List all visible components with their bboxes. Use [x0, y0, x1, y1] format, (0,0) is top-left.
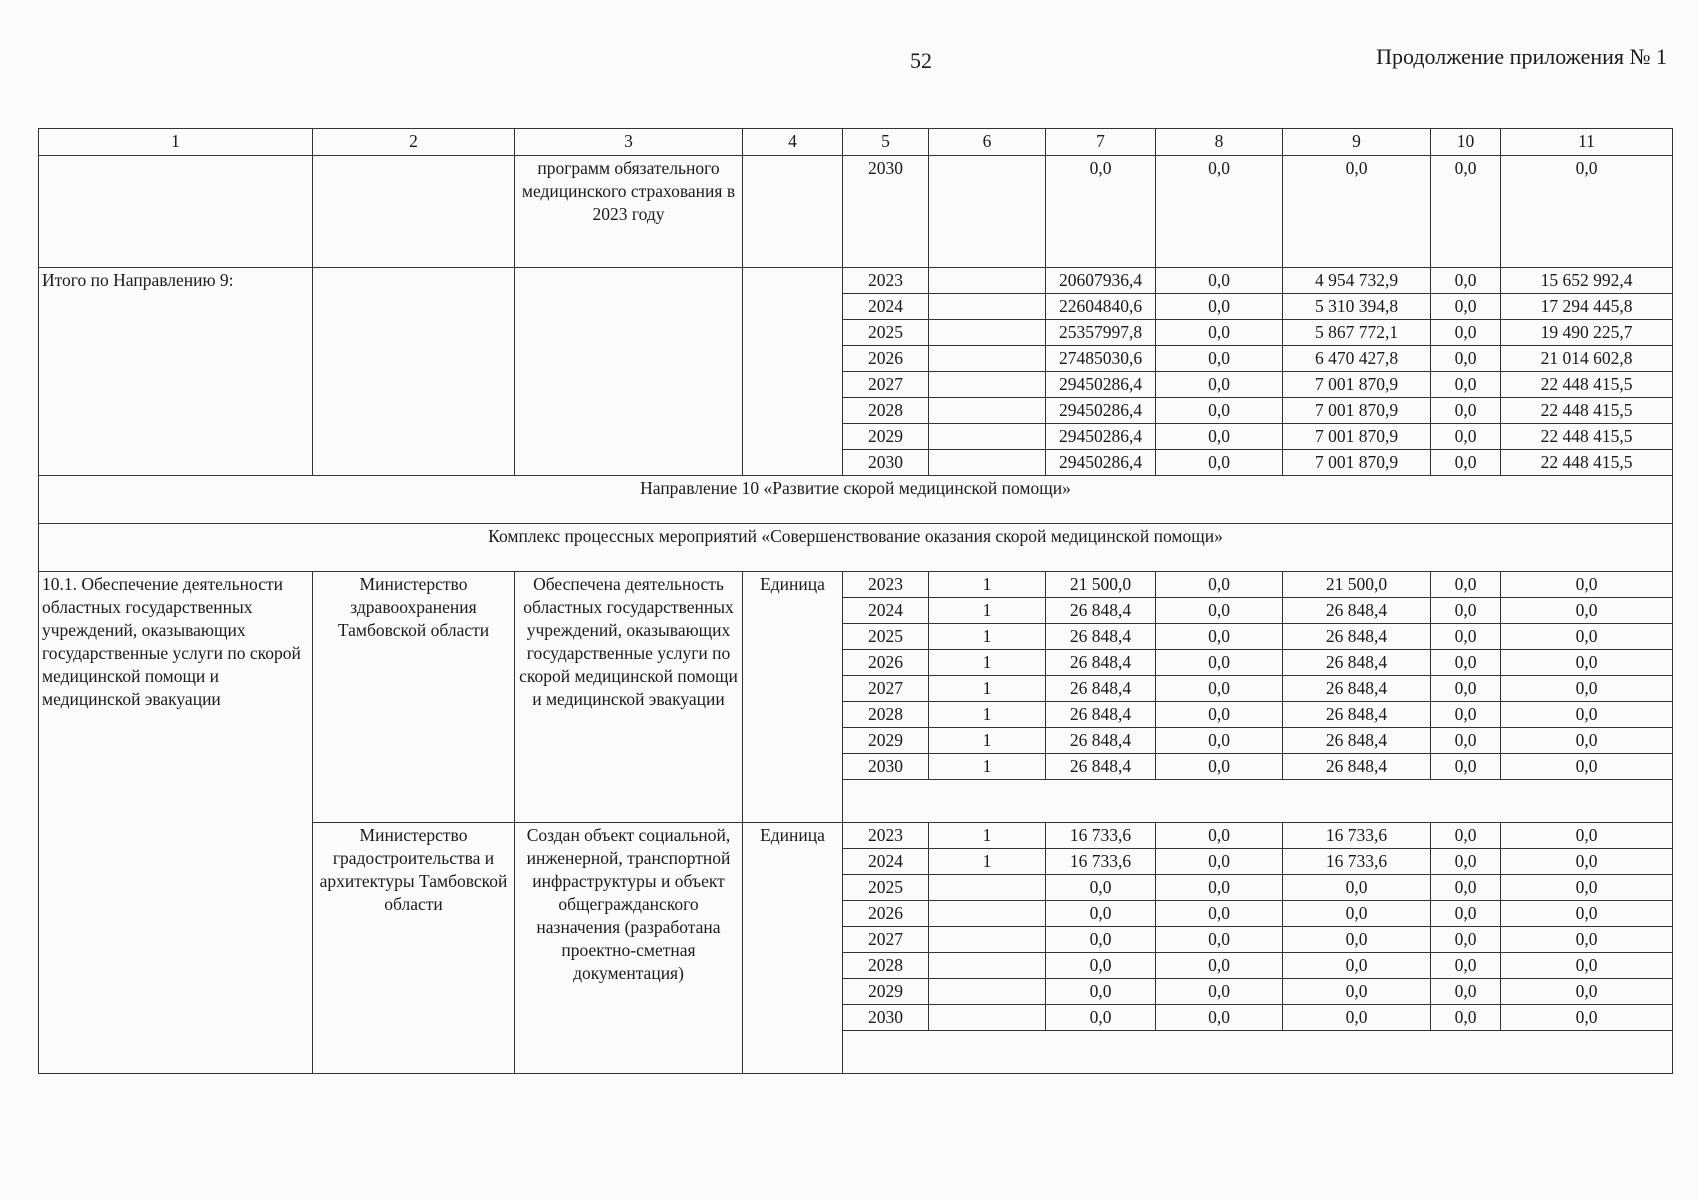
value-cell: 0,0 [1431, 953, 1501, 979]
year-cell: 2029 [843, 424, 929, 450]
year-cell: 2026 [843, 346, 929, 372]
value-cell: 15 652 992,4 [1501, 268, 1673, 294]
value-cell [929, 927, 1046, 953]
value-cell: 26 848,4 [1046, 624, 1156, 650]
year-cell: 2028 [843, 398, 929, 424]
value-cell: 21 014 602,8 [1501, 346, 1673, 372]
value-cell: 25357997,8 [1046, 320, 1156, 346]
value-cell: 0,0 [1156, 624, 1283, 650]
year-cell: 2025 [843, 875, 929, 901]
value-cell: 26 848,4 [1046, 598, 1156, 624]
value-cell: 26 848,4 [1046, 650, 1156, 676]
value-cell: 29450286,4 [1046, 450, 1156, 476]
year-cell: 2030 [843, 156, 929, 268]
value-cell [929, 1005, 1046, 1031]
value-cell [929, 901, 1046, 927]
value-cell: 0,0 [1501, 598, 1673, 624]
year-cell: 2025 [843, 320, 929, 346]
value-cell: 26 848,4 [1046, 754, 1156, 780]
value-cell: 7 001 870,9 [1283, 398, 1431, 424]
value-cell: 0,0 [1156, 156, 1283, 268]
value-cell [929, 450, 1046, 476]
direction-10-title: Направление 10 «Развитие скорой медицинской помощи» [39, 476, 1673, 524]
value-cell: 0,0 [1431, 450, 1501, 476]
value-cell: 0,0 [1156, 728, 1283, 754]
complex-title: Комплекс процессных мероприятий «Совершенствование оказания скорой медицинской помощи» [39, 524, 1673, 572]
value-cell: 22 448 415,5 [1501, 398, 1673, 424]
ministry-cell: Министерство градостроительства и архитектуры Тамбовской области [313, 823, 515, 1074]
column-number-row [39, 129, 1673, 156]
value-cell: 6 470 427,8 [1283, 346, 1431, 372]
year-cell: 2023 [843, 823, 929, 849]
unit-cell: Единица [743, 572, 843, 823]
value-cell: 1 [929, 572, 1046, 598]
value-cell: 0,0 [1431, 398, 1501, 424]
value-cell: 1 [929, 849, 1046, 875]
value-cell [929, 398, 1046, 424]
value-cell: 0,0 [1156, 979, 1283, 1005]
value-cell: 26 848,4 [1046, 676, 1156, 702]
value-cell: 26 848,4 [1283, 650, 1431, 676]
year-cell: 2024 [843, 294, 929, 320]
table-row [39, 156, 1673, 268]
value-cell: 19 490 225,7 [1501, 320, 1673, 346]
value-cell [929, 953, 1046, 979]
value-cell: 0,0 [1501, 1005, 1673, 1031]
value-cell: 0,0 [1046, 927, 1156, 953]
value-cell: 0,0 [1283, 979, 1431, 1005]
value-cell: 22604840,6 [1046, 294, 1156, 320]
empty-cell [39, 156, 313, 268]
value-cell [929, 875, 1046, 901]
value-cell: 0,0 [1156, 268, 1283, 294]
value-cell [929, 346, 1046, 372]
table-row [39, 572, 1673, 598]
year-cell: 2030 [843, 754, 929, 780]
value-cell: 0,0 [1156, 450, 1283, 476]
empty-cell [743, 156, 843, 268]
value-cell: 0,0 [1431, 875, 1501, 901]
value-cell: 1 [929, 728, 1046, 754]
value-cell: 26 848,4 [1283, 676, 1431, 702]
value-cell: 0,0 [1046, 901, 1156, 927]
value-cell: 21 500,0 [1046, 572, 1156, 598]
empty-cell [843, 780, 1673, 823]
value-cell: 0,0 [1156, 650, 1283, 676]
value-cell: 0,0 [1156, 294, 1283, 320]
year-cell: 2023 [843, 572, 929, 598]
value-cell: 0,0 [1046, 1005, 1156, 1031]
empty-cell [313, 268, 515, 476]
value-cell: 26 848,4 [1283, 624, 1431, 650]
value-cell: 16 733,6 [1283, 849, 1431, 875]
value-cell: 1 [929, 754, 1046, 780]
value-cell: 7 001 870,9 [1283, 424, 1431, 450]
value-cell: 29450286,4 [1046, 398, 1156, 424]
col-header: 1 [39, 129, 313, 156]
value-cell: 22 448 415,5 [1501, 450, 1673, 476]
value-cell: 1 [929, 650, 1046, 676]
year-cell: 2023 [843, 268, 929, 294]
value-cell: 0,0 [1156, 901, 1283, 927]
direction-row [39, 476, 1673, 524]
value-cell: 1 [929, 676, 1046, 702]
program-table [38, 128, 1673, 1074]
year-cell: 2024 [843, 849, 929, 875]
value-cell: 20607936,4 [1046, 268, 1156, 294]
value-cell: 0,0 [1046, 875, 1156, 901]
value-cell: 29450286,4 [1046, 424, 1156, 450]
value-cell: 4 954 732,9 [1283, 268, 1431, 294]
value-cell: 1 [929, 624, 1046, 650]
value-cell: 29450286,4 [1046, 372, 1156, 398]
col-header: 3 [515, 129, 743, 156]
value-cell [929, 320, 1046, 346]
value-cell [929, 268, 1046, 294]
year-cell: 2025 [843, 624, 929, 650]
value-cell: 0,0 [1431, 823, 1501, 849]
value-cell: 26 848,4 [1283, 754, 1431, 780]
empty-cell [843, 1031, 1673, 1074]
appendix-caption: Продолжение приложения № 1 [1376, 44, 1667, 69]
year-cell: 2030 [843, 1005, 929, 1031]
value-cell: 0,0 [1431, 702, 1501, 728]
value-cell [929, 156, 1046, 268]
value-cell: 0,0 [1431, 1005, 1501, 1031]
value-cell [929, 372, 1046, 398]
value-cell: 16 733,6 [1046, 823, 1156, 849]
item-10-1 [39, 572, 1673, 1074]
col-header: 2 [313, 129, 515, 156]
ministry-cell: Министерство здравоохранения Тамбовской области [313, 572, 515, 823]
value-cell: 0,0 [1431, 156, 1501, 268]
value-cell: 0,0 [1501, 979, 1673, 1005]
value-cell: 0,0 [1431, 572, 1501, 598]
value-cell: 0,0 [1156, 1005, 1283, 1031]
result-cell: Обеспечена деятельность областных государственных учреждений, оказывающих государственные услуги по скорой медицинской помощи и медицинской эвакуации [515, 572, 743, 823]
unit-cell: Единица [743, 823, 843, 1074]
value-cell: 1 [929, 598, 1046, 624]
table-row [39, 268, 1673, 294]
value-cell: 21 500,0 [1283, 572, 1431, 598]
value-cell: 5 310 394,8 [1283, 294, 1431, 320]
value-cell: 0,0 [1431, 849, 1501, 875]
value-cell: 0,0 [1283, 927, 1431, 953]
col-header: 6 [929, 129, 1046, 156]
value-cell: 5 867 772,1 [1283, 320, 1431, 346]
value-cell: 0,0 [1156, 398, 1283, 424]
value-cell: 22 448 415,5 [1501, 372, 1673, 398]
value-cell: 0,0 [1156, 754, 1283, 780]
year-cell: 2028 [843, 702, 929, 728]
year-cell: 2027 [843, 372, 929, 398]
value-cell: 0,0 [1283, 875, 1431, 901]
year-cell: 2026 [843, 901, 929, 927]
col-header: 8 [1156, 129, 1283, 156]
value-cell: 0,0 [1046, 953, 1156, 979]
value-cell: 0,0 [1156, 676, 1283, 702]
col-header: 9 [1283, 129, 1431, 156]
value-cell: 0,0 [1501, 650, 1673, 676]
value-cell: 0,0 [1156, 346, 1283, 372]
value-cell: 0,0 [1501, 927, 1673, 953]
value-cell: 17 294 445,8 [1501, 294, 1673, 320]
value-cell: 0,0 [1046, 156, 1156, 268]
value-cell: 0,0 [1501, 849, 1673, 875]
empty-cell [743, 268, 843, 476]
value-cell: 26 848,4 [1046, 728, 1156, 754]
value-cell: 0,0 [1501, 901, 1673, 927]
value-cell: 0,0 [1156, 823, 1283, 849]
value-cell: 0,0 [1431, 424, 1501, 450]
value-cell: 0,0 [1046, 979, 1156, 1005]
value-cell: 0,0 [1283, 1005, 1431, 1031]
activity-title: 10.1. Обеспечение деятельности областных государственных учреждений, оказывающих государственные услуги по скорой медицинской помощи и медицинской эвакуации [39, 572, 313, 1074]
value-cell: 0,0 [1501, 823, 1673, 849]
value-cell: 16 733,6 [1283, 823, 1431, 849]
value-cell: 0,0 [1431, 372, 1501, 398]
value-cell: 0,0 [1431, 268, 1501, 294]
result-cell: Создан объект социальной, инженерной, транспортной инфраструктуры и объект общегражданского назначения (разработана проектно-сметная документация) [515, 823, 743, 1074]
total-direction-9 [39, 268, 1673, 476]
value-cell: 0,0 [1431, 728, 1501, 754]
year-cell: 2024 [843, 598, 929, 624]
col-header: 7 [1046, 129, 1156, 156]
value-cell: 0,0 [1283, 901, 1431, 927]
value-cell: 0,0 [1501, 702, 1673, 728]
value-cell: 7 001 870,9 [1283, 450, 1431, 476]
value-cell: 0,0 [1431, 294, 1501, 320]
value-cell: 26 848,4 [1283, 598, 1431, 624]
value-cell: 0,0 [1431, 624, 1501, 650]
year-cell: 2027 [843, 927, 929, 953]
col-header: 10 [1431, 129, 1501, 156]
value-cell: 26 848,4 [1283, 728, 1431, 754]
value-cell: 0,0 [1156, 372, 1283, 398]
value-cell: 0,0 [1431, 927, 1501, 953]
value-cell: 0,0 [1501, 754, 1673, 780]
value-cell: 0,0 [1501, 624, 1673, 650]
value-cell: 0,0 [1156, 953, 1283, 979]
col-header: 4 [743, 129, 843, 156]
year-cell: 2027 [843, 676, 929, 702]
year-cell: 2026 [843, 650, 929, 676]
value-cell: 0,0 [1431, 901, 1501, 927]
value-cell: 0,0 [1156, 875, 1283, 901]
value-cell: 0,0 [1156, 572, 1283, 598]
empty-cell [515, 268, 743, 476]
value-cell: 0,0 [1501, 728, 1673, 754]
value-cell: 0,0 [1156, 598, 1283, 624]
year-cell: 2029 [843, 728, 929, 754]
value-cell: 16 733,6 [1046, 849, 1156, 875]
value-cell: 0,0 [1431, 676, 1501, 702]
value-cell: 0,0 [1156, 849, 1283, 875]
value-cell: 0,0 [1283, 953, 1431, 979]
value-cell: 0,0 [1431, 346, 1501, 372]
value-cell: 7 001 870,9 [1283, 372, 1431, 398]
value-cell: 0,0 [1501, 953, 1673, 979]
value-cell: 26 848,4 [1046, 702, 1156, 728]
value-cell: 0,0 [1156, 702, 1283, 728]
result-cell: программ обязательного медицинского страхования в 2023 году [515, 156, 743, 268]
value-cell: 0,0 [1156, 320, 1283, 346]
value-cell [929, 979, 1046, 1005]
value-cell: 0,0 [1156, 424, 1283, 450]
value-cell: 0,0 [1156, 927, 1283, 953]
value-cell: 0,0 [1431, 320, 1501, 346]
value-cell: 1 [929, 702, 1046, 728]
value-cell: 0,0 [1431, 650, 1501, 676]
col-header: 5 [843, 129, 929, 156]
total-label: Итого по Направлению 9: [39, 268, 313, 476]
value-cell: 0,0 [1283, 156, 1431, 268]
year-cell: 2028 [843, 953, 929, 979]
col-header: 11 [1501, 129, 1673, 156]
value-cell: 0,0 [1431, 598, 1501, 624]
complex-row [39, 524, 1673, 572]
value-cell [929, 294, 1046, 320]
value-cell: 22 448 415,5 [1501, 424, 1673, 450]
value-cell: 0,0 [1501, 156, 1673, 268]
value-cell: 0,0 [1431, 979, 1501, 1005]
value-cell: 0,0 [1431, 754, 1501, 780]
value-cell [929, 424, 1046, 450]
value-cell: 1 [929, 823, 1046, 849]
empty-cell [313, 156, 515, 268]
page-number: 52 [910, 48, 932, 73]
year-cell: 2030 [843, 450, 929, 476]
value-cell: 26 848,4 [1283, 702, 1431, 728]
value-cell: 0,0 [1501, 875, 1673, 901]
value-cell: 0,0 [1501, 572, 1673, 598]
value-cell: 27485030,6 [1046, 346, 1156, 372]
value-cell: 0,0 [1501, 676, 1673, 702]
year-cell: 2029 [843, 979, 929, 1005]
